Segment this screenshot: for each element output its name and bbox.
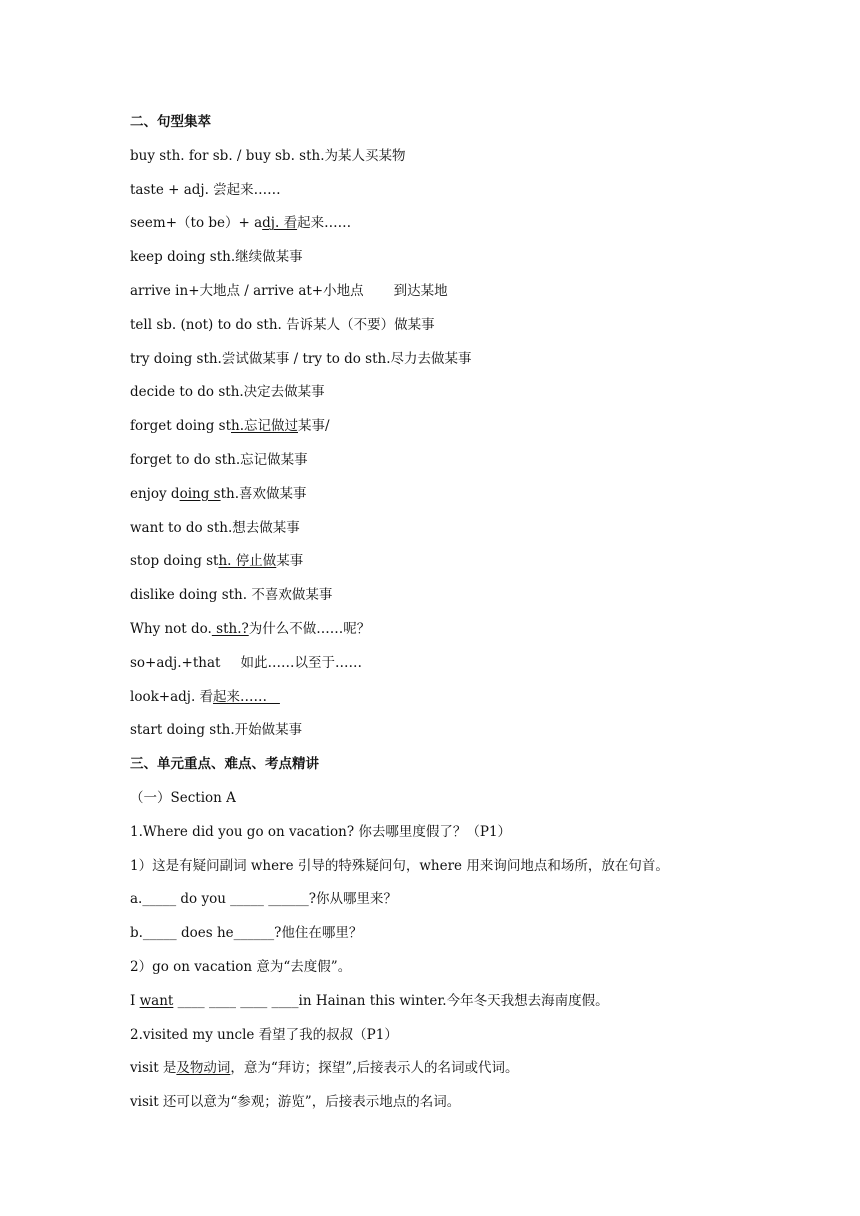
underlined-text: sth.? — [211, 620, 249, 637]
text-run: 起来…… — [297, 215, 352, 232]
section-heading-sentence-patterns: 二、句型集萃 — [130, 114, 211, 130]
underlined-text: 及物动词 — [176, 1060, 231, 1077]
underlined-text: h. 停止做 — [218, 553, 277, 570]
exercise-line — [130, 991, 770, 1025]
pattern-line: taste + adj. 尝起来…… — [130, 181, 281, 198]
pattern-line: keep doing sth.继续做某事 — [130, 249, 303, 266]
text-run: arrive in+大地点 / arrive at+小地点 — [130, 282, 364, 299]
point-line: 1）这是有疑问副词 where 引导的特殊疑问句，where 用来询问地点和场所，放在句首。 — [130, 857, 669, 874]
pattern-line — [130, 619, 770, 653]
text-run: 如此……以至于…… — [240, 654, 362, 671]
pattern-line — [130, 213, 770, 247]
text-run: enjoy d — [130, 485, 180, 502]
exercise-line: a._____ do you _____ ______?你从哪里来？ — [130, 891, 397, 908]
text-run: look+adj. 看 — [130, 688, 214, 705]
pattern-line: try doing sth.尝试做某事 / try to do sth.尽力去做某事 — [130, 350, 472, 367]
pattern-line — [130, 653, 770, 687]
point-line — [130, 1058, 770, 1092]
exercise-line: b._____ does he______?他住在哪里？ — [130, 925, 363, 942]
text-run: 某事/ — [298, 418, 330, 435]
text-run: 某事 — [276, 553, 304, 570]
text-run: I — [130, 992, 140, 1009]
text-run: 为什么不做……呢？ — [248, 620, 371, 637]
pattern-line: start doing sth.开始做某事 — [130, 722, 303, 739]
text-run: Why not do. — [130, 620, 212, 637]
pattern-line — [130, 281, 770, 315]
underlined-text: want — [139, 992, 174, 1009]
underlined-text: h.忘记做过 — [231, 418, 298, 435]
text-run: th.喜欢做某事 — [220, 485, 307, 502]
text-run: forget doing st — [130, 418, 231, 435]
pattern-line: buy sth. for sb. / buy sb. sth.为某人买某物 — [130, 147, 406, 164]
point-line: 2.visited my uncle 看望了我的叔叔（P1） — [130, 1026, 398, 1043]
text-run: 到达某地 — [393, 282, 448, 299]
underlined-text: dj. 看 — [262, 215, 298, 232]
text-run: stop doing st — [130, 553, 219, 570]
underlined-text: 起来…… — [213, 688, 280, 705]
text-run: ____ ____ ____ ____in Hainan this winter.今年冬天我想去海南度假。 — [173, 992, 609, 1009]
text-run: so+adj.+that — [130, 654, 221, 671]
pattern-line — [130, 687, 770, 721]
text-run: visit 是 — [130, 1060, 177, 1077]
subsection-title: （一）Section A — [130, 789, 236, 806]
pattern-line — [130, 551, 770, 585]
pattern-line: forget to do sth.忘记做某事 — [130, 451, 308, 468]
pattern-line: dislike doing sth. 不喜欢做某事 — [130, 587, 333, 604]
underlined-text: oing s — [179, 485, 221, 502]
pattern-line: tell sb. (not) to do sth. 告诉某人（不要）做某事 — [130, 316, 435, 333]
text-run: ，意为“拜访；探望”,后接表示人的名词或代词。 — [230, 1060, 519, 1077]
document-page — [130, 112, 770, 1126]
pattern-line — [130, 484, 770, 518]
pattern-line — [130, 416, 770, 450]
point-line: 2）go on vacation 意为“去度假”。 — [130, 958, 352, 975]
pattern-line: decide to do sth.决定去做某事 — [130, 384, 325, 401]
point-line: visit 还可以意为“参观；游览”，后接表示地点的名词。 — [130, 1094, 461, 1111]
text-run: seem+（to be）+ a — [130, 215, 263, 232]
point-line: 1.Where did you go on vacation? 你去哪里度假了？（P1） — [130, 823, 512, 840]
pattern-line: want to do sth.想去做某事 — [130, 519, 300, 536]
section-heading-key-points: 三、单元重点、难点、考点精讲 — [130, 756, 319, 773]
